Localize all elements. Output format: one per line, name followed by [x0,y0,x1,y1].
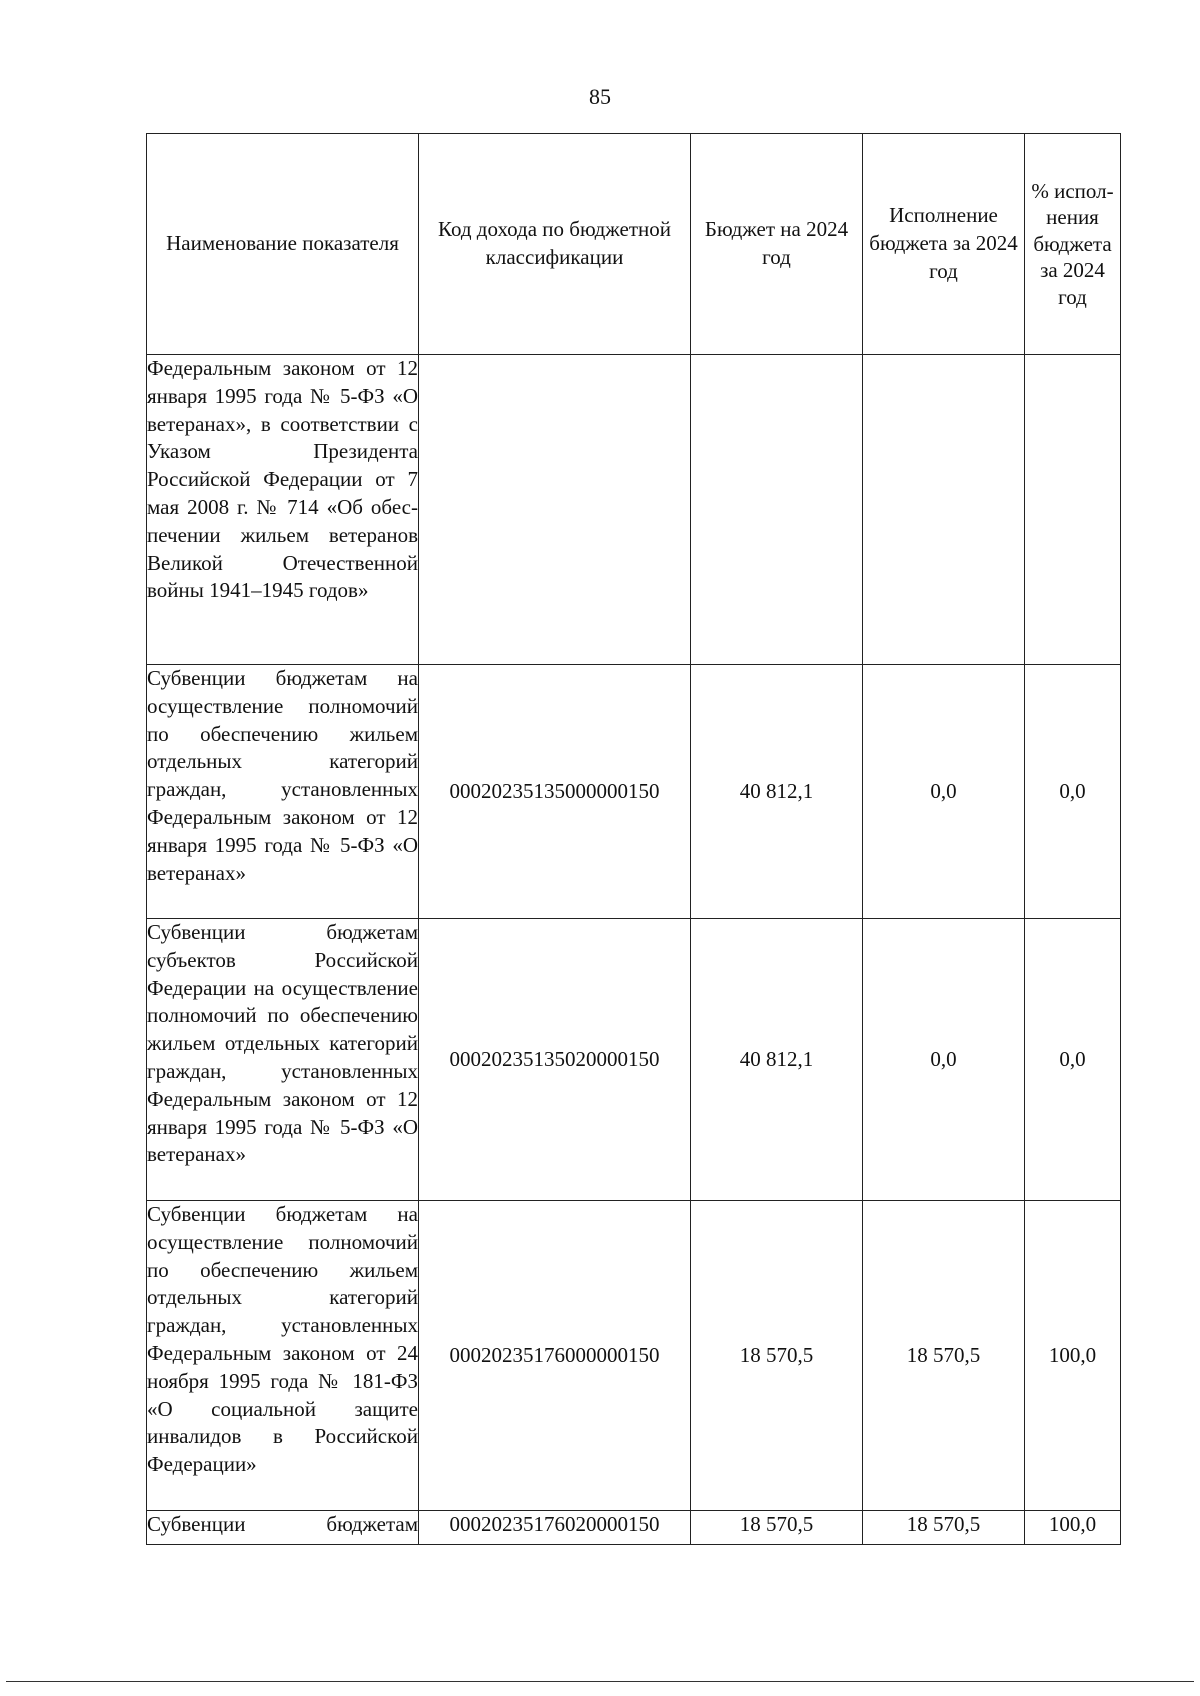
row-name-text: Субвенции бюджетам [147,1512,418,1536]
row-name: Федеральным законом от 12 января 1995 года № 5-ФЗ «О ветеранах», в соответствии с Указом Президента Российской Федерации от 7 мая 2008 г. № 714 «Об обеспечении жильем ветеранов Великой Отечественной войны 1941–1945 годов» [147,355,419,665]
row-name: Субвенции бюджетам субъектов Российской Федерации на осуществление полномочий по обеспечению жильем отдельных категорий граждан, установленных Федеральным законом от 12 января 1995 года № 5-ФЗ «О ветеранах» [147,919,419,1201]
row-budget [691,355,863,665]
table-row [147,919,1121,1201]
header-execution: Исполнение бюджета за 2024 год [863,134,1025,355]
row-budget: 18 570,5 [691,1511,863,1545]
page-bottom-rule [6,1681,1194,1682]
row-execution: 0,0 [863,665,1025,919]
row-code: 00020235135000000150 [419,665,691,919]
budget-table [146,133,1121,1545]
row-percent: 100,0 [1025,1511,1121,1545]
row-execution: 18 570,5 [863,1201,1025,1511]
table-row [147,355,1121,665]
row-name: Субвенции бюджетам на осуществление полномочий по обеспечению жильем отдельных категорий граждан, установленных Федеральным законом от 12 января 1995 года № 5-ФЗ «О ветеранах» [147,665,419,919]
header-percent: % исполнения бюджета за 2024 год [1025,134,1121,355]
table-header-row [147,134,1121,355]
row-code [419,355,691,665]
row-code: 00020235176020000150 [419,1511,691,1545]
row-budget: 18 570,5 [691,1201,863,1511]
row-code: 00020235135020000150 [419,919,691,1201]
table-row [147,665,1121,919]
page-number: 85 [589,84,611,109]
header-budget: Бюджет на 2024 год [691,134,863,355]
row-execution: 18 570,5 [863,1511,1025,1545]
row-percent: 0,0 [1025,665,1121,919]
table-row [147,1201,1121,1511]
row-budget: 40 812,1 [691,665,863,919]
row-execution: 0,0 [863,919,1025,1201]
row-code: 00020235176000000150 [419,1201,691,1511]
row-name [147,1511,419,1545]
header-name: Наименование показателя [147,134,419,355]
row-percent [1025,355,1121,665]
row-execution [863,355,1025,665]
header-code: Код дохода по бюджетной классификации [419,134,691,355]
row-name: Субвенции бюджетам на осуществление полномочий по обеспечению жильем отдельных категорий граждан, установленных Федеральным законом от 24 ноября 1995 года № 181-ФЗ «О социальной защите инвалидов в Российской Федерации» [147,1201,419,1511]
table-row [147,1511,1121,1545]
row-percent: 100,0 [1025,1201,1121,1511]
row-budget: 40 812,1 [691,919,863,1201]
row-percent: 0,0 [1025,919,1121,1201]
